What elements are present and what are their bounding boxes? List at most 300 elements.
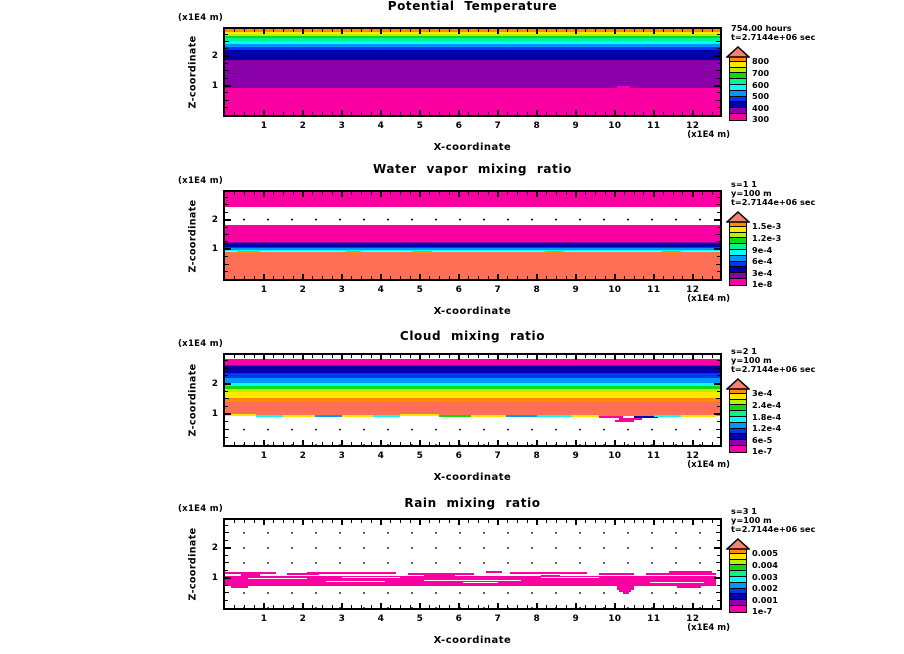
x-tick-label: 2 — [299, 285, 307, 295]
x-tick — [283, 276, 284, 279]
x-tick-label: 11 — [647, 614, 661, 624]
x-tick — [673, 605, 674, 608]
x-tick — [663, 112, 664, 115]
x-tick — [527, 276, 528, 279]
colorbar-segment — [729, 278, 747, 286]
x-tick — [468, 605, 469, 608]
x-tick — [419, 440, 421, 445]
x-tick — [507, 276, 508, 279]
x-tick — [419, 192, 421, 197]
z-tick — [225, 555, 228, 556]
z-tick — [225, 532, 229, 533]
x-tick — [429, 276, 430, 279]
contour-band — [225, 250, 720, 251]
x-tick — [419, 520, 421, 525]
x-tick — [692, 192, 694, 197]
colorbar-label: 1.2e-4 — [752, 423, 782, 434]
panel-title: Cloud mixing ratio — [399, 329, 546, 343]
x-tick — [566, 520, 567, 523]
x-tick — [575, 440, 577, 445]
contour-band — [225, 389, 720, 391]
z-tick — [225, 375, 228, 376]
x-tick — [302, 110, 304, 115]
z-tick — [717, 585, 720, 586]
x-tick — [712, 355, 713, 358]
x-tick-label: 5 — [416, 614, 424, 624]
x-tick-label: 9 — [572, 451, 580, 461]
x-tick — [643, 605, 644, 608]
x-tick — [702, 29, 703, 32]
x-tick — [595, 442, 596, 445]
z-tick-label: 1 — [211, 80, 218, 91]
colorbar-label: 2.4e-4 — [752, 399, 782, 410]
z-tick — [717, 375, 720, 376]
x-tick-label: 4 — [377, 121, 385, 131]
x-tick — [263, 355, 265, 360]
x-tick — [663, 192, 664, 195]
x-tick — [419, 603, 421, 608]
x-tick — [400, 192, 401, 195]
x-tick — [341, 29, 343, 34]
x-tick — [312, 192, 313, 195]
z-tick — [225, 383, 231, 385]
x-tick — [527, 192, 528, 195]
x-tick — [595, 520, 596, 523]
x-tick — [682, 276, 683, 279]
x-tick — [488, 112, 489, 115]
x-tick — [488, 520, 489, 523]
x-tick — [682, 442, 683, 445]
x-tick — [341, 440, 343, 445]
z-tick — [717, 391, 720, 392]
x-tick — [293, 276, 294, 279]
annotation-line: t=2.7144e+06 sec — [731, 364, 816, 374]
x-tick — [488, 605, 489, 608]
x-tick — [361, 276, 362, 279]
x-tick — [605, 605, 606, 608]
z-tick — [225, 406, 228, 407]
z-tick — [717, 256, 720, 257]
x-tick — [371, 355, 372, 358]
x-tick — [341, 192, 343, 197]
x-tick — [595, 29, 596, 32]
x-tick — [653, 440, 655, 445]
x-tick-label: 5 — [416, 451, 424, 461]
x-tick — [254, 112, 255, 115]
x-tick — [419, 110, 421, 115]
contour-fragment — [572, 415, 599, 417]
x-tick — [351, 112, 352, 115]
x-tick — [390, 29, 391, 32]
z-tick — [716, 100, 720, 101]
x-tick — [643, 355, 644, 358]
x-tick — [536, 520, 538, 525]
x-tick — [302, 603, 304, 608]
x-tick — [605, 192, 606, 195]
x-tick — [497, 355, 499, 360]
z-tick — [225, 256, 228, 257]
x-tick — [653, 603, 655, 608]
x-tick — [449, 29, 450, 32]
x-tick — [351, 355, 352, 358]
x-tick-label: 11 — [647, 451, 661, 461]
z-axis-unit: (x1E4 m) — [178, 176, 224, 186]
contour-fragment — [424, 574, 455, 576]
contour-fragment — [617, 86, 631, 88]
x-tick — [575, 355, 577, 360]
z-tick — [717, 540, 720, 541]
x-tick — [673, 276, 674, 279]
x-tick — [478, 192, 479, 195]
x-tick — [634, 605, 635, 608]
x-tick — [614, 29, 616, 34]
x-tick — [390, 605, 391, 608]
colorbar-segment — [729, 113, 747, 121]
x-tick — [371, 192, 372, 195]
x-tick — [692, 520, 694, 525]
x-tick — [556, 192, 557, 195]
x-tick — [322, 520, 323, 523]
contour-fragment — [225, 572, 276, 574]
contour-band — [225, 50, 720, 60]
x-tick — [361, 520, 362, 523]
z-tick — [717, 63, 720, 64]
x-tick — [507, 520, 508, 523]
x-tick — [605, 276, 606, 279]
contour-band — [225, 359, 720, 364]
z-tick — [225, 219, 231, 221]
z-tick — [225, 391, 228, 392]
x-tick — [702, 355, 703, 358]
contour-band — [225, 34, 720, 36]
contour-fragment — [412, 251, 431, 253]
x-tick-label: 2 — [299, 614, 307, 624]
z-tick — [714, 383, 720, 385]
contour-fragment — [537, 415, 572, 417]
x-tick — [351, 276, 352, 279]
x-tick — [478, 520, 479, 523]
x-tick — [254, 192, 255, 195]
contour-fragment — [315, 415, 342, 417]
x-tick — [283, 355, 284, 358]
x-tick — [458, 603, 460, 608]
x-tick — [439, 520, 440, 523]
x-tick — [507, 192, 508, 195]
colorbar-label: 6e-5 — [752, 434, 773, 445]
contour-band — [225, 248, 720, 249]
x-tick — [566, 276, 567, 279]
x-tick — [497, 29, 499, 34]
annotation-line: y=100 m — [731, 188, 772, 198]
x-tick — [536, 355, 538, 360]
x-tick — [429, 355, 430, 358]
z-tick — [225, 600, 228, 601]
x-tick — [400, 276, 401, 279]
x-tick — [605, 112, 606, 115]
x-tick — [351, 520, 352, 523]
contour-fragment — [654, 415, 681, 417]
x-tick — [380, 110, 382, 115]
x-tick — [390, 355, 391, 358]
x-tick — [458, 520, 460, 525]
contour-fragment — [650, 582, 705, 583]
contour-fragment — [646, 573, 716, 575]
colorbar-label: 6e-4 — [752, 256, 773, 267]
x-tick — [507, 355, 508, 358]
x-tick — [380, 29, 382, 34]
z-tick — [225, 540, 228, 541]
x-tick — [244, 605, 245, 608]
x-tick — [312, 355, 313, 358]
x-tick — [663, 276, 664, 279]
x-tick-label: 12 — [686, 121, 700, 131]
z-tick — [716, 429, 720, 430]
z-tick — [716, 532, 720, 533]
z-tick — [716, 592, 720, 593]
x-tick — [673, 29, 674, 32]
x-tick — [458, 440, 460, 445]
x-tick-label: 6 — [455, 285, 463, 295]
x-tick — [322, 605, 323, 608]
x-tick — [653, 110, 655, 115]
contour-band — [225, 398, 720, 402]
z-tick — [717, 197, 720, 198]
x-tick — [234, 192, 235, 195]
contour-fragment — [231, 586, 249, 588]
x-tick — [380, 603, 382, 608]
x-tick — [380, 520, 382, 525]
x-tick — [468, 192, 469, 195]
x-tick — [351, 192, 352, 195]
x-tick-label: 1 — [260, 614, 268, 624]
z-tick — [717, 78, 720, 79]
z-tick — [717, 92, 720, 93]
z-tick — [225, 41, 229, 42]
x-tick — [614, 110, 616, 115]
x-tick-label: 12 — [686, 614, 700, 624]
x-tick — [497, 520, 499, 525]
z-tick — [716, 562, 720, 563]
x-tick — [575, 520, 577, 525]
z-tick — [225, 212, 228, 213]
x-tick-label: 11 — [647, 121, 661, 131]
x-tick — [605, 442, 606, 445]
z-tick — [717, 360, 720, 361]
x-tick — [254, 29, 255, 32]
contour-band — [225, 392, 720, 398]
x-tick — [566, 29, 567, 32]
x-tick — [566, 355, 567, 358]
x-tick-label: 4 — [377, 614, 385, 624]
x-tick — [429, 29, 430, 32]
x-tick — [263, 520, 265, 525]
x-tick — [419, 355, 421, 360]
x-tick — [283, 29, 284, 32]
x-tick — [458, 192, 460, 197]
x-tick — [488, 29, 489, 32]
x-tick — [254, 605, 255, 608]
x-tick — [400, 112, 401, 115]
contour-fragment — [307, 572, 397, 574]
x-tick — [312, 605, 313, 608]
slice-annotation — [731, 507, 851, 534]
x-tick — [673, 520, 674, 523]
contour-fragment — [424, 580, 521, 581]
z-tick-label: 2 — [211, 51, 218, 62]
colorbar-arrow-icon — [726, 535, 750, 554]
x-tick — [263, 440, 265, 445]
x-tick-label: 7 — [494, 285, 502, 295]
contour-fragment — [241, 574, 260, 576]
x-tick — [614, 192, 616, 197]
x-tick — [624, 442, 625, 445]
x-tick — [449, 276, 450, 279]
x-tick — [517, 29, 518, 32]
z-tick — [714, 248, 720, 250]
x-tick — [507, 112, 508, 115]
x-tick — [449, 520, 450, 523]
x-tick — [468, 29, 469, 32]
x-tick — [312, 112, 313, 115]
x-tick — [400, 605, 401, 608]
x-tick — [497, 192, 499, 197]
z-tick — [225, 562, 229, 563]
x-tick — [302, 520, 304, 525]
contour-band — [225, 36, 720, 38]
x-tick-label: 8 — [533, 451, 541, 461]
x-tick — [624, 192, 625, 195]
x-tick-label: 11 — [647, 285, 661, 295]
x-tick — [439, 112, 440, 115]
x-tick — [546, 276, 547, 279]
z-axis-label: Z-coordinate — [187, 527, 199, 601]
x-tick — [371, 112, 372, 115]
x-tick — [575, 29, 577, 34]
x-tick — [273, 29, 274, 32]
x-tick — [692, 29, 694, 34]
x-tick — [712, 192, 713, 195]
contour-fragment — [256, 415, 283, 417]
x-tick — [488, 355, 489, 358]
x-tick — [556, 442, 557, 445]
x-tick — [234, 442, 235, 445]
x-tick — [244, 29, 245, 32]
x-tick — [634, 29, 635, 32]
contour-band — [225, 378, 720, 383]
x-tick — [673, 192, 674, 195]
colorbar-label: 0.003 — [752, 571, 778, 582]
x-tick — [692, 603, 694, 608]
z-tick — [714, 85, 720, 87]
x-tick — [605, 29, 606, 32]
z-tick — [225, 429, 229, 430]
contour-band — [225, 38, 720, 41]
x-tick — [283, 192, 284, 195]
z-tick — [716, 41, 720, 42]
z-tick — [225, 413, 231, 415]
contour-fragment — [623, 591, 628, 594]
x-tick — [410, 276, 411, 279]
contour-band — [225, 247, 720, 249]
colorbar-arrow-icon — [726, 375, 750, 394]
contour-band — [225, 44, 720, 47]
slice-annotation — [731, 347, 851, 374]
x-tick — [341, 520, 343, 525]
x-tick — [702, 520, 703, 523]
x-tick — [692, 355, 694, 360]
z-axis-unit: (x1E4 m) — [178, 339, 224, 349]
x-tick — [575, 603, 577, 608]
x-tick — [361, 192, 362, 195]
time-annotation — [731, 24, 851, 42]
z-tick — [716, 264, 720, 265]
x-tick — [419, 274, 421, 279]
contour-fragment — [342, 415, 373, 417]
x-tick — [283, 605, 284, 608]
x-tick-label: 1 — [260, 285, 268, 295]
x-tick — [497, 603, 499, 608]
x-tick — [312, 276, 313, 279]
panel-title: Water vapor mixing ratio — [372, 162, 573, 176]
x-tick — [302, 355, 304, 360]
x-tick — [293, 355, 294, 358]
x-tick — [322, 192, 323, 195]
contour-fragment — [373, 415, 400, 417]
panel-title: Potential Temperature — [387, 0, 558, 13]
contour-band — [225, 47, 720, 51]
contour-fragment — [471, 415, 506, 417]
x-tick — [527, 605, 528, 608]
x-tick-label: 10 — [608, 451, 622, 461]
x-tick — [390, 442, 391, 445]
z-tick — [225, 63, 228, 64]
x-tick — [575, 192, 577, 197]
x-tick — [380, 274, 382, 279]
x-tick — [692, 440, 694, 445]
x-tick-label: 8 — [533, 285, 541, 295]
z-tick — [225, 271, 228, 272]
x-tick — [429, 605, 430, 608]
x-tick — [682, 192, 683, 195]
colorbar-label: 1.2e-3 — [752, 232, 782, 243]
x-tick — [634, 112, 635, 115]
x-tick-label: 4 — [377, 285, 385, 295]
x-tick — [507, 29, 508, 32]
x-tick — [273, 520, 274, 523]
x-tick — [536, 192, 538, 197]
x-tick — [429, 192, 430, 195]
x-tick — [653, 355, 655, 360]
x-tick — [643, 442, 644, 445]
x-tick — [507, 605, 508, 608]
annotation-line: t=2.7144e+06 sec — [731, 197, 816, 207]
x-tick — [410, 192, 411, 195]
z-tick — [225, 48, 228, 49]
annotation-line: s=3 1 — [731, 506, 757, 516]
x-tick — [449, 605, 450, 608]
x-tick — [263, 274, 265, 279]
x-tick — [702, 192, 703, 195]
x-tick — [390, 520, 391, 523]
x-tick-label: 5 — [416, 285, 424, 295]
x-tick — [312, 520, 313, 523]
x-tick — [585, 355, 586, 358]
x-tick — [673, 112, 674, 115]
x-tick — [341, 603, 343, 608]
x-tick — [478, 29, 479, 32]
x-tick — [302, 274, 304, 279]
colorbar-label: 1e-7 — [752, 446, 773, 457]
